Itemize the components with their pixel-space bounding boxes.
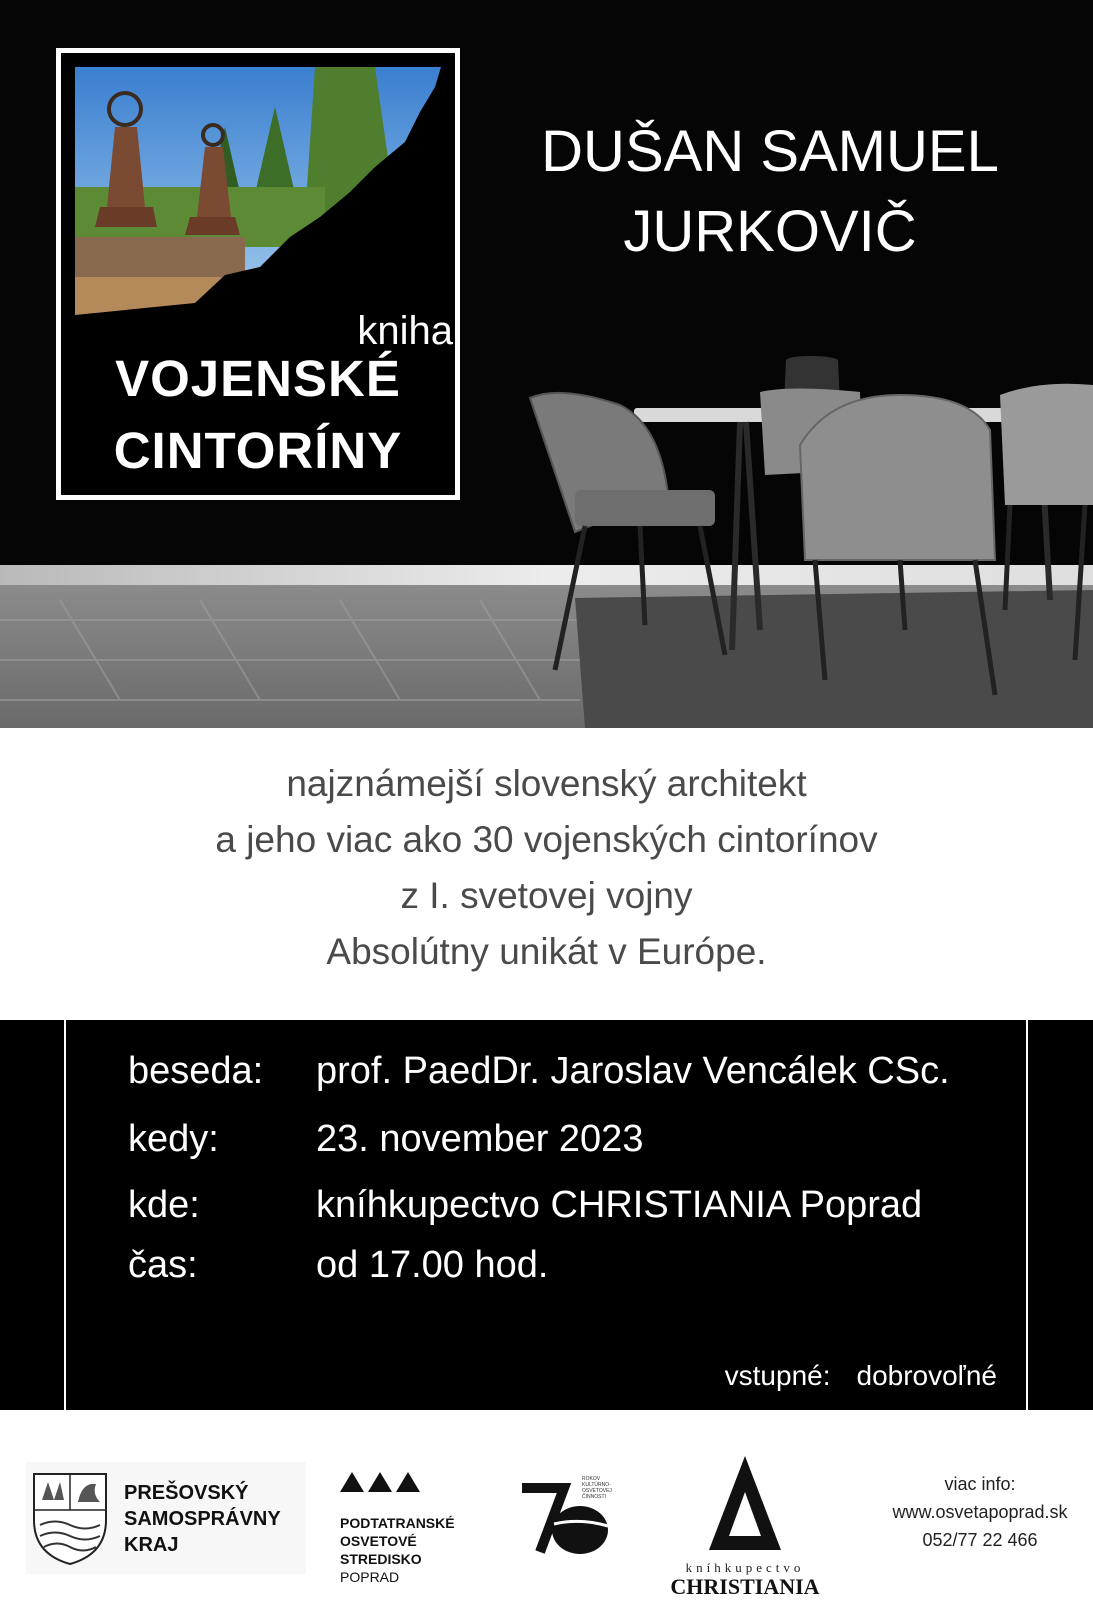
author-name	[510, 112, 1030, 272]
contact-info	[880, 1470, 1080, 1554]
psk-line2: SAMOSPRÁVNY	[124, 1508, 281, 1530]
christiania-subtitle: kníhkupectvo	[685, 1560, 805, 1575]
contact-phone: 052/77 22 466	[922, 1530, 1038, 1550]
pos-line2: OSVETOVÉ	[340, 1533, 417, 1549]
detail-value: od 17.00 hod.	[316, 1244, 549, 1286]
description-text	[0, 756, 1093, 980]
pos-line3: STREDISKO	[340, 1551, 422, 1567]
contact-label: viac info:	[944, 1474, 1016, 1494]
anniversary-line3: OSVETOVEJ	[582, 1488, 612, 1494]
detail-value: prof. PaedDr. Jaroslav Vencálek CSc.	[316, 1050, 950, 1092]
description-section	[0, 728, 1093, 1020]
author-line1: DUŠAN SAMUEL	[541, 119, 999, 184]
pos-line1: PODTATRANSKÉ	[340, 1515, 455, 1531]
anniversary-70-logo	[520, 1476, 616, 1560]
detail-value: 23. november 2023	[316, 1118, 644, 1160]
event-details	[0, 1020, 1093, 1410]
description-line1: najznámejší slovenský architekt	[286, 763, 807, 804]
footer-logos	[0, 1410, 1093, 1606]
detail-row-beseda	[0, 1050, 1093, 1110]
psk-name	[124, 1480, 281, 1558]
psk-logo	[26, 1462, 306, 1574]
description-line2: a jeho viac ako 30 vojenských cintorínov	[215, 819, 878, 860]
description-line4: Absolútny unikát v Európe.	[326, 931, 767, 972]
cover-subtitle: kniha	[357, 309, 453, 353]
cemetery-photo	[75, 67, 441, 327]
book-title-line2: CINTORÍNY	[113, 422, 403, 479]
detail-label: čas:	[128, 1244, 198, 1286]
christiania-logo	[660, 1452, 830, 1599]
mountains-icon	[340, 1470, 420, 1494]
detail-row-cas	[0, 1244, 1093, 1304]
contact-website-link[interactable]: www.osvetapoprad.sk	[892, 1502, 1068, 1522]
entry-fee	[725, 1360, 997, 1392]
detail-label: kedy:	[128, 1118, 219, 1160]
pos-line4: POPRAD	[340, 1569, 400, 1585]
coat-of-arms-icon	[30, 1470, 110, 1566]
anniversary-line4: ČINNOSTI	[582, 1494, 606, 1500]
book-cover	[56, 48, 460, 500]
anniversary-line1: ROKOV	[582, 1476, 601, 1482]
hero-section	[0, 0, 1093, 728]
entry-value: dobrovoľné	[856, 1360, 997, 1391]
detail-row-kde	[0, 1184, 1093, 1244]
anniversary-line2: KULTÚRNO-	[582, 1482, 611, 1488]
book-title	[61, 343, 455, 487]
pos-logo	[340, 1470, 490, 1585]
detail-row-kedy	[0, 1118, 1093, 1178]
triangle-icon	[705, 1452, 785, 1556]
psk-line1: PREŠOVSKÝ	[124, 1482, 249, 1504]
anniversary-caption	[582, 1476, 622, 1500]
detail-label: beseda:	[128, 1050, 264, 1092]
detail-value: kníhkupectvo CHRISTIANIA Poprad	[316, 1184, 923, 1226]
book-title-line1: VOJENSKÉ	[115, 350, 401, 407]
entry-label: vstupné:	[724, 1360, 831, 1391]
christiania-name: CHRISTIANIA	[670, 1574, 820, 1599]
psk-line3: KRAJ	[124, 1534, 179, 1556]
detail-label: kde:	[128, 1184, 200, 1226]
description-line3: z I. svetovej vojny	[400, 875, 693, 916]
author-line2: JURKOVIČ	[623, 199, 917, 264]
pos-name	[340, 1514, 455, 1586]
